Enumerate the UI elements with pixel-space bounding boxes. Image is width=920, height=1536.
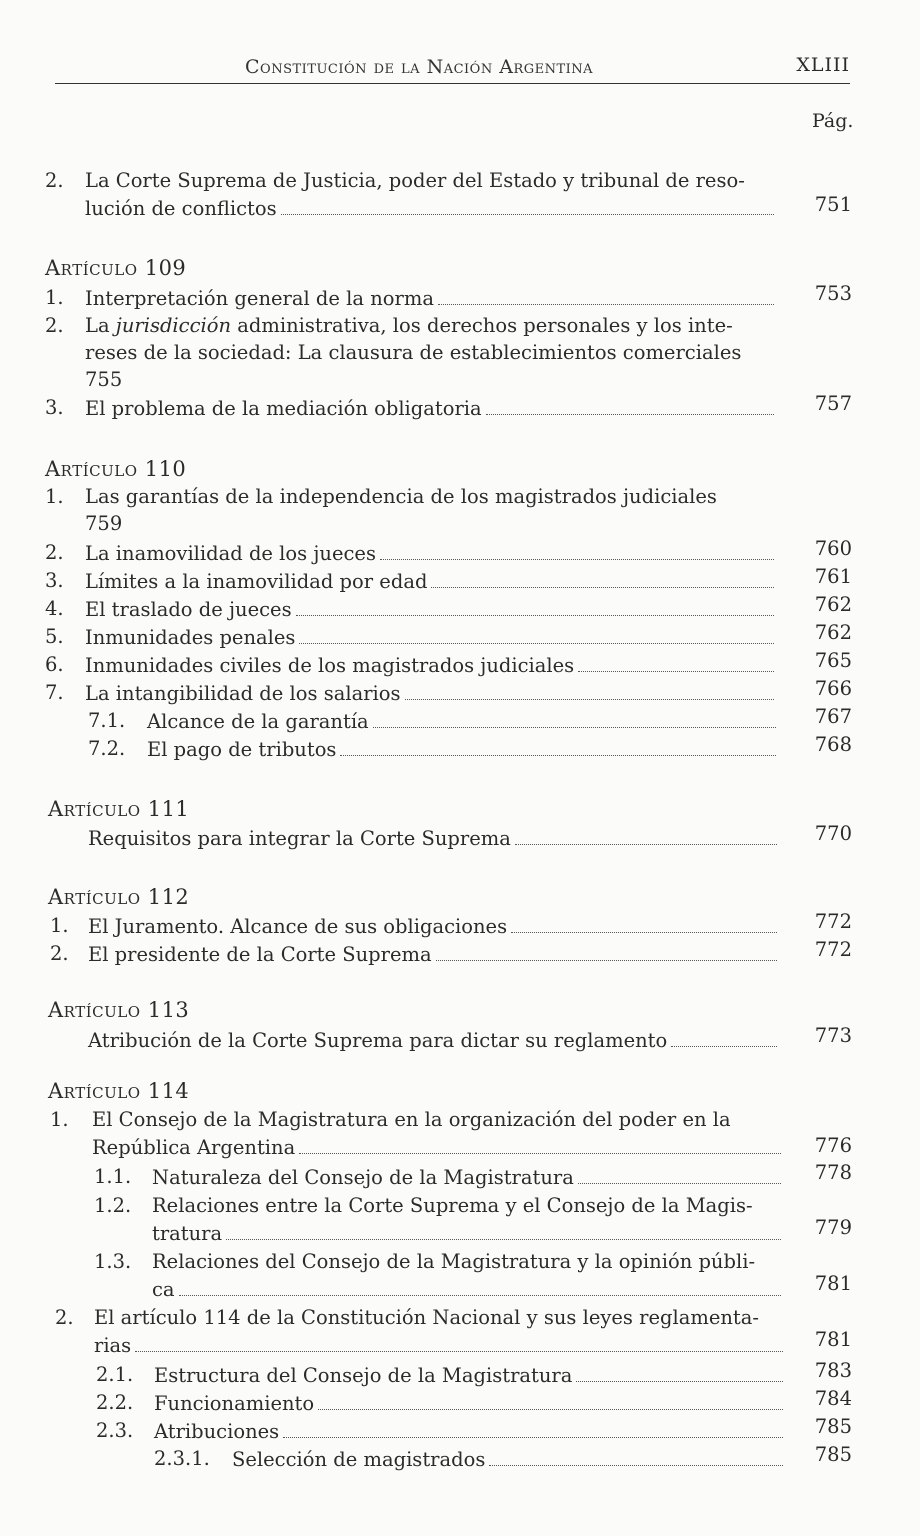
entry-title-line: República Argentina xyxy=(92,1136,296,1159)
entry-number: 3. xyxy=(45,396,64,419)
toc-entry xyxy=(0,649,920,682)
entry-title-line: lución de conflictos xyxy=(85,197,277,220)
entry-number: 2.3.1. xyxy=(154,1447,210,1470)
page-number: XLIII xyxy=(796,54,850,76)
entry-page: 783 xyxy=(814,1359,852,1382)
entry-title-line: tratura xyxy=(152,1222,223,1245)
entry-page: 762 xyxy=(814,593,852,616)
toc-entry xyxy=(0,1443,920,1476)
entry-title-line: Alcance de la garantía xyxy=(147,710,369,733)
entry-number: 2.3. xyxy=(96,1419,134,1442)
entry-page: 759 xyxy=(85,512,123,535)
entry-page: 753 xyxy=(814,282,852,305)
toc-entry xyxy=(0,677,920,710)
leader-dots xyxy=(436,941,777,961)
running-header xyxy=(55,52,850,82)
toc-entry xyxy=(0,565,920,598)
leader-dots xyxy=(283,1418,783,1438)
leader-dots xyxy=(489,1446,783,1466)
toc-entry xyxy=(0,313,920,391)
entry-number: 4. xyxy=(45,597,64,620)
leader-dots xyxy=(380,540,774,560)
entry-number: 2.2. xyxy=(96,1391,134,1414)
entry-title-line: Relaciones entre la Corte Suprema y el Consejo de la Magis- xyxy=(152,1194,753,1217)
entry-number: 1. xyxy=(50,914,69,937)
entry-page: 770 xyxy=(814,822,852,845)
entry-page: 779 xyxy=(814,1216,852,1239)
entry-number: 7.1. xyxy=(88,709,126,732)
toc-entry xyxy=(0,282,920,315)
toc-entry xyxy=(0,938,920,971)
entry-number: 7. xyxy=(45,681,64,704)
toc-entry xyxy=(0,1359,920,1392)
toc-entry xyxy=(0,910,920,943)
leader-dots xyxy=(431,568,774,588)
article-heading: Artículo 114 xyxy=(48,1079,190,1103)
entry-title-line: El Juramento. Alcance de sus obligaciones xyxy=(88,915,508,938)
leader-dots xyxy=(179,1276,781,1296)
toc-entry xyxy=(0,392,920,425)
toc-entry xyxy=(0,733,920,766)
entry-number: 7.2. xyxy=(88,737,126,760)
page-column-label: Pág. xyxy=(812,110,854,132)
entry-title-line: El traslado de jueces xyxy=(85,598,292,621)
toc-entry xyxy=(0,537,920,570)
entry-number: 2. xyxy=(45,314,64,337)
entry-number: 1. xyxy=(50,1108,69,1131)
entry-page: 768 xyxy=(814,733,852,756)
entry-page: 765 xyxy=(814,649,852,672)
article-heading: Artículo 109 xyxy=(45,256,187,280)
article-heading: Artículo 112 xyxy=(48,885,190,909)
toc-entry xyxy=(0,1024,920,1057)
entry-page: 785 xyxy=(814,1443,852,1466)
entry-page: 773 xyxy=(814,1024,852,1047)
entry-number: 1.1. xyxy=(94,1165,132,1188)
leader-dots xyxy=(405,680,775,700)
entry-title-line: La Corte Suprema de Justicia, poder del Estado y tribunal de reso- xyxy=(85,169,745,192)
leader-dots xyxy=(438,285,774,305)
leader-dots xyxy=(373,708,776,728)
entry-title-line: Interpretación general de la norma xyxy=(85,287,434,310)
leader-dots xyxy=(318,1390,783,1410)
entry-title-line: Requisitos para integrar la Corte Suprema xyxy=(88,827,511,850)
toc-entry xyxy=(0,705,920,738)
entry-title-line: El presidente de la Corte Suprema xyxy=(88,943,432,966)
leader-dots xyxy=(576,1362,783,1382)
entry-page: 772 xyxy=(814,938,852,961)
entry-title-line: El artículo 114 de la Constitución Nacional y sus leyes reglamenta- xyxy=(94,1306,759,1329)
entry-page: 784 xyxy=(814,1387,852,1410)
toc-entry xyxy=(0,1107,920,1159)
toc-entry xyxy=(0,822,920,855)
entry-title-line: Las garantías de la independencia de los magistrados judiciales xyxy=(85,485,717,508)
entry-number: 3. xyxy=(45,569,64,592)
entry-number: 1.2. xyxy=(94,1194,132,1217)
leader-dots xyxy=(281,195,774,215)
entry-page: 766 xyxy=(814,677,852,700)
leader-dots xyxy=(135,1332,783,1352)
entry-title-line: La jurisdicción administrativa, los derechos personales y los inte- xyxy=(85,314,733,337)
entry-title-line: Atribuciones xyxy=(154,1420,280,1443)
entry-page: 760 xyxy=(814,537,852,560)
entry-number: 6. xyxy=(45,653,64,676)
toc-entry xyxy=(0,1193,920,1245)
entry-page: 781 xyxy=(814,1328,852,1351)
entry-title-line: El pago de tributos xyxy=(147,738,337,761)
entry-title-line: Selección de magistrados xyxy=(232,1448,486,1471)
leader-dots xyxy=(299,624,774,644)
entry-title-line: Límites a la inamovilidad por edad xyxy=(85,570,428,593)
entry-number: 2. xyxy=(55,1306,74,1329)
header-rule xyxy=(55,83,850,84)
article-heading: Artículo 111 xyxy=(48,797,190,821)
entry-title-line: La inamovilidad de los jueces xyxy=(85,542,376,565)
toc-entry xyxy=(0,484,920,535)
running-title: Constitución de la Nación Argentina xyxy=(245,56,594,78)
entry-number: 1. xyxy=(45,286,64,309)
leader-dots xyxy=(578,1164,781,1184)
leader-dots xyxy=(226,1220,781,1240)
toc-entry xyxy=(0,1305,920,1357)
entry-page: 757 xyxy=(814,392,852,415)
toc-entry xyxy=(0,168,920,220)
entry-page: 772 xyxy=(814,910,852,933)
article-heading: Artículo 110 xyxy=(45,457,187,481)
entry-page: 785 xyxy=(814,1415,852,1438)
entry-title-line: rias xyxy=(94,1334,132,1357)
toc-entry xyxy=(0,1387,920,1420)
entry-title-line: Atribución de la Corte Suprema para dictar su reglamento xyxy=(88,1029,668,1052)
entry-title-line: Relaciones del Consejo de la Magistratura y la opinión públi- xyxy=(152,1250,756,1273)
leader-dots xyxy=(515,825,777,845)
toc-entry xyxy=(0,621,920,654)
entry-title-line: El problema de la mediación obligatoria xyxy=(85,397,482,420)
article-heading: Artículo 113 xyxy=(48,998,190,1022)
entry-title-line: La intangibilidad de los salarios xyxy=(85,682,401,705)
entry-number: 5. xyxy=(45,625,64,648)
entry-title-line: Estructura del Consejo de la Magistratura xyxy=(154,1364,573,1387)
entry-page: 776 xyxy=(814,1134,852,1157)
entry-page: 751 xyxy=(814,193,852,216)
entry-page: 778 xyxy=(814,1161,852,1184)
leader-dots xyxy=(296,596,774,616)
entry-page: 781 xyxy=(814,1272,852,1295)
leader-dots xyxy=(671,1027,777,1047)
entry-number: 2. xyxy=(45,169,64,192)
leader-dots xyxy=(578,652,774,672)
entry-title-line: Inmunidades civiles de los magistrados judiciales xyxy=(85,654,575,677)
toc-entry xyxy=(0,593,920,626)
entry-number: 1. xyxy=(45,485,64,508)
leader-dots xyxy=(299,1134,781,1154)
leader-dots xyxy=(511,913,777,933)
entry-number: 2. xyxy=(50,942,69,965)
entry-page: 755 xyxy=(85,368,123,391)
entry-title-line: Naturaleza del Consejo de la Magistratura xyxy=(152,1166,574,1189)
entry-title-line: El Consejo de la Magistratura en la organización del poder en la xyxy=(92,1108,731,1131)
toc-entry xyxy=(0,1415,920,1448)
leader-dots xyxy=(486,395,774,415)
entry-title-line: ca xyxy=(152,1278,175,1301)
entry-number: 2. xyxy=(45,541,64,564)
entry-title-line: Funcionamiento xyxy=(154,1392,315,1415)
entry-title-line: Inmunidades penales xyxy=(85,626,296,649)
entry-number: 2.1. xyxy=(96,1363,134,1386)
entry-page: 762 xyxy=(814,621,852,644)
entry-page: 761 xyxy=(814,565,852,588)
leader-dots xyxy=(340,736,776,756)
toc-entry xyxy=(0,1249,920,1301)
entry-title-line: reses de la sociedad: La clausura de establecimientos comerciales xyxy=(85,341,742,364)
entry-page: 767 xyxy=(814,705,852,728)
toc-entry xyxy=(0,1161,920,1194)
entry-number: 1.3. xyxy=(94,1250,132,1273)
